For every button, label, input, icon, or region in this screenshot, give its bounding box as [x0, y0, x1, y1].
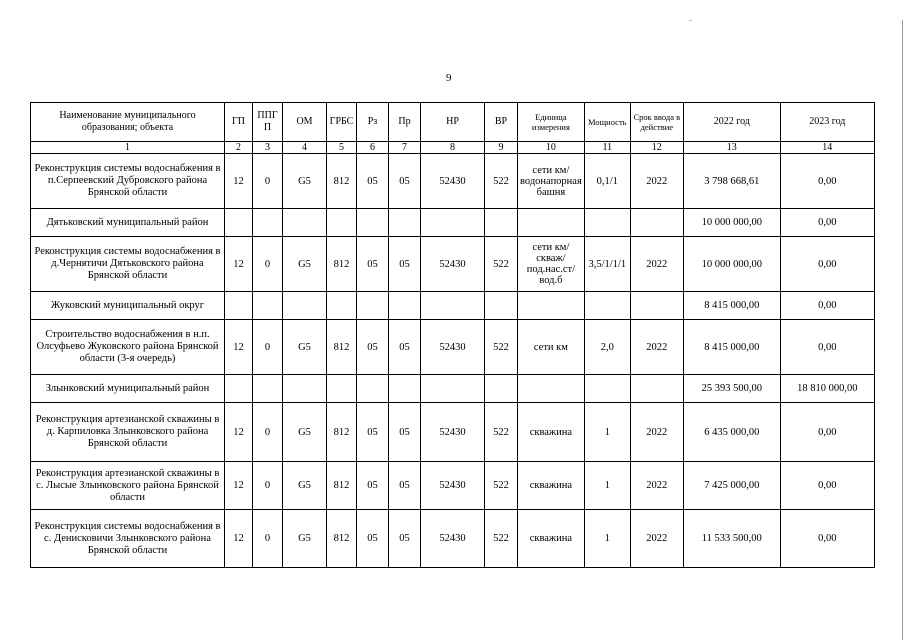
om-code: G5: [283, 320, 327, 375]
gp-code: 12: [225, 403, 253, 462]
unit-of-measure: [518, 292, 585, 320]
rz-code: 05: [357, 403, 389, 462]
gp-code: 12: [225, 154, 253, 209]
capacity-value: 1: [584, 403, 630, 462]
header-pr: Пр: [389, 103, 421, 142]
unit-of-measure: скважина: [518, 403, 585, 462]
project-name: Реконструкция артезианской скважины в с. Лысые Злынковского района Брянской области: [31, 462, 225, 510]
capacity-value: 2,0: [584, 320, 630, 375]
amount-2023: 18 810 000,00: [780, 375, 874, 403]
gp-code: [225, 292, 253, 320]
capacity-value: [584, 292, 630, 320]
vr-code: 522: [485, 320, 518, 375]
amount-2022: 6 435 000,00: [683, 403, 780, 462]
amount-2023: 0,00: [780, 209, 874, 237]
header-name: Наименование муниципального образования; объекта: [31, 103, 225, 142]
amount-2022: 25 393 500,00: [683, 375, 780, 403]
rz-code: 05: [357, 154, 389, 209]
om-code: G5: [283, 510, 327, 568]
grbs-code: 812: [327, 154, 357, 209]
column-number: 5: [327, 142, 357, 154]
amount-2023: 0,00: [780, 403, 874, 462]
project-row: [31, 462, 875, 510]
unit-of-measure: [518, 209, 585, 237]
nr-code: 52430: [421, 237, 485, 292]
project-name: Реконструкция системы водоснабжения в п.Серпеевский Дубровского района Брянской области: [31, 154, 225, 209]
column-number: 1: [31, 142, 225, 154]
scan-edge-line: [902, 20, 903, 640]
region-name: Жуковский муниципальный округ: [31, 292, 225, 320]
header-2023: 2023 год: [780, 103, 874, 142]
om-code: G5: [283, 154, 327, 209]
nr-code: 52430: [421, 403, 485, 462]
gp-code: 12: [225, 237, 253, 292]
project-name: Реконструкция системы водоснабжения в с. Денисковичи Злынковского района Брянской области: [31, 510, 225, 568]
pr-code: [389, 292, 421, 320]
capacity-value: [584, 209, 630, 237]
column-number: 7: [389, 142, 421, 154]
amount-2023: 0,00: [780, 510, 874, 568]
pr-code: 05: [389, 320, 421, 375]
pr-code: [389, 375, 421, 403]
gp-code: [225, 209, 253, 237]
vr-code: 522: [485, 462, 518, 510]
header-rz: Рз: [357, 103, 389, 142]
unit-of-measure: сети км/водонапорная башня: [518, 154, 585, 209]
pr-code: 05: [389, 403, 421, 462]
ppgp-code: [253, 292, 283, 320]
column-number: 2: [225, 142, 253, 154]
column-number: 11: [584, 142, 630, 154]
column-number: 6: [357, 142, 389, 154]
header-2022: 2022 год: [683, 103, 780, 142]
ppgp-code: 0: [253, 403, 283, 462]
vr-code: 522: [485, 403, 518, 462]
grbs-code: 812: [327, 462, 357, 510]
om-code: [283, 292, 327, 320]
rz-code: 05: [357, 237, 389, 292]
capacity-value: 3,5/1/1/1: [584, 237, 630, 292]
column-number: 3: [253, 142, 283, 154]
amount-2022: 3 798 668,61: [683, 154, 780, 209]
column-number: 13: [683, 142, 780, 154]
commissioning-year: 2022: [630, 403, 683, 462]
rz-code: 05: [357, 510, 389, 568]
header-unit: Единица измерения: [518, 103, 585, 142]
amount-2022: 11 533 500,00: [683, 510, 780, 568]
nr-code: 52430: [421, 320, 485, 375]
rz-code: [357, 375, 389, 403]
grbs-code: 812: [327, 237, 357, 292]
header-ppgp-line2: П: [263, 122, 272, 133]
vr-code: [485, 209, 518, 237]
om-code: G5: [283, 462, 327, 510]
nr-code: 52430: [421, 462, 485, 510]
column-number: 14: [780, 142, 874, 154]
grbs-code: 812: [327, 510, 357, 568]
om-code: [283, 375, 327, 403]
rz-code: [357, 292, 389, 320]
nr-code: [421, 375, 485, 403]
vr-code: [485, 292, 518, 320]
nr-code: [421, 209, 485, 237]
commissioning-year: 2022: [630, 154, 683, 209]
project-row: [31, 403, 875, 462]
column-number: 4: [283, 142, 327, 154]
scan-artifact: [689, 20, 692, 21]
region-row: [31, 375, 875, 403]
amount-2023: 0,00: [780, 154, 874, 209]
header-ppgp: [253, 103, 283, 142]
grbs-code: [327, 209, 357, 237]
project-row: [31, 237, 875, 292]
amount-2022: 8 415 000,00: [683, 292, 780, 320]
pr-code: 05: [389, 237, 421, 292]
amount-2022: 7 425 000,00: [683, 462, 780, 510]
gp-code: 12: [225, 510, 253, 568]
header-ppgp-line1: ППГ: [257, 110, 278, 121]
commissioning-year: [630, 292, 683, 320]
amount-2023: 0,00: [780, 237, 874, 292]
gp-code: 12: [225, 320, 253, 375]
ppgp-code: [253, 375, 283, 403]
pr-code: 05: [389, 462, 421, 510]
region-name: Злынковский муниципальный район: [31, 375, 225, 403]
page-number: 9: [446, 72, 452, 84]
project-name: Реконструкция системы водоснабжения в д.Чернятичи Дятьковского района Брянской области: [31, 237, 225, 292]
header-om: ОМ: [283, 103, 327, 142]
rz-code: 05: [357, 462, 389, 510]
header-term: Срок ввода в действие: [630, 103, 683, 142]
vr-code: 522: [485, 510, 518, 568]
project-row: [31, 320, 875, 375]
om-code: G5: [283, 403, 327, 462]
vr-code: [485, 375, 518, 403]
header-capacity: Мощность: [584, 103, 630, 142]
amount-2023: 0,00: [780, 320, 874, 375]
unit-of-measure: скважина: [518, 462, 585, 510]
header-gp: ГП: [225, 103, 253, 142]
project-row: [31, 154, 875, 209]
amount-2022: 10 000 000,00: [683, 237, 780, 292]
region-row: [31, 292, 875, 320]
ppgp-code: 0: [253, 510, 283, 568]
amount-2023: 0,00: [780, 462, 874, 510]
header-grbs: ГРБС: [327, 103, 357, 142]
gp-code: [225, 375, 253, 403]
om-code: G5: [283, 237, 327, 292]
vr-code: 522: [485, 154, 518, 209]
amount-2023: 0,00: [780, 292, 874, 320]
ppgp-code: 0: [253, 462, 283, 510]
pr-code: 05: [389, 154, 421, 209]
grbs-code: [327, 375, 357, 403]
grbs-code: [327, 292, 357, 320]
rz-code: 05: [357, 320, 389, 375]
column-number: 9: [485, 142, 518, 154]
header-nr: НР: [421, 103, 485, 142]
commissioning-year: 2022: [630, 462, 683, 510]
pr-code: [389, 209, 421, 237]
rz-code: [357, 209, 389, 237]
commissioning-year: 2022: [630, 320, 683, 375]
commissioning-year: 2022: [630, 237, 683, 292]
column-number: 12: [630, 142, 683, 154]
ppgp-code: 0: [253, 237, 283, 292]
region-row: [31, 209, 875, 237]
column-number: 8: [421, 142, 485, 154]
header-vr: ВР: [485, 103, 518, 142]
project-name: Строительство водоснабжения в н.п. Олсуфьево Жуковского района Брянской области (3-я очередь): [31, 320, 225, 375]
capacity-value: 1: [584, 462, 630, 510]
ppgp-code: 0: [253, 320, 283, 375]
region-name: Дятьковский муниципальный район: [31, 209, 225, 237]
column-number: 10: [518, 142, 585, 154]
amount-2022: 10 000 000,00: [683, 209, 780, 237]
unit-of-measure: скважина: [518, 510, 585, 568]
project-row: [31, 510, 875, 568]
grbs-code: 812: [327, 320, 357, 375]
capacity-value: 0,1/1: [584, 154, 630, 209]
vr-code: 522: [485, 237, 518, 292]
commissioning-year: 2022: [630, 510, 683, 568]
project-name: Реконструкция артезианской скважины в д. Карпиловка Злынковского района Брянской области: [31, 403, 225, 462]
table-body: [31, 154, 875, 568]
om-code: [283, 209, 327, 237]
header-row: [31, 103, 875, 142]
amount-2022: 8 415 000,00: [683, 320, 780, 375]
capacity-value: [584, 375, 630, 403]
gp-code: 12: [225, 462, 253, 510]
unit-of-measure: сети км/скваж/под.нас.ст/вод.б: [518, 237, 585, 292]
ppgp-code: [253, 209, 283, 237]
nr-code: 52430: [421, 154, 485, 209]
grbs-code: 812: [327, 403, 357, 462]
nr-code: [421, 292, 485, 320]
unit-of-measure: [518, 375, 585, 403]
commissioning-year: [630, 375, 683, 403]
unit-of-measure: сети км: [518, 320, 585, 375]
budget-table: [30, 102, 875, 568]
nr-code: 52430: [421, 510, 485, 568]
ppgp-code: 0: [253, 154, 283, 209]
commissioning-year: [630, 209, 683, 237]
capacity-value: 1: [584, 510, 630, 568]
pr-code: 05: [389, 510, 421, 568]
column-number-row: [31, 142, 875, 154]
